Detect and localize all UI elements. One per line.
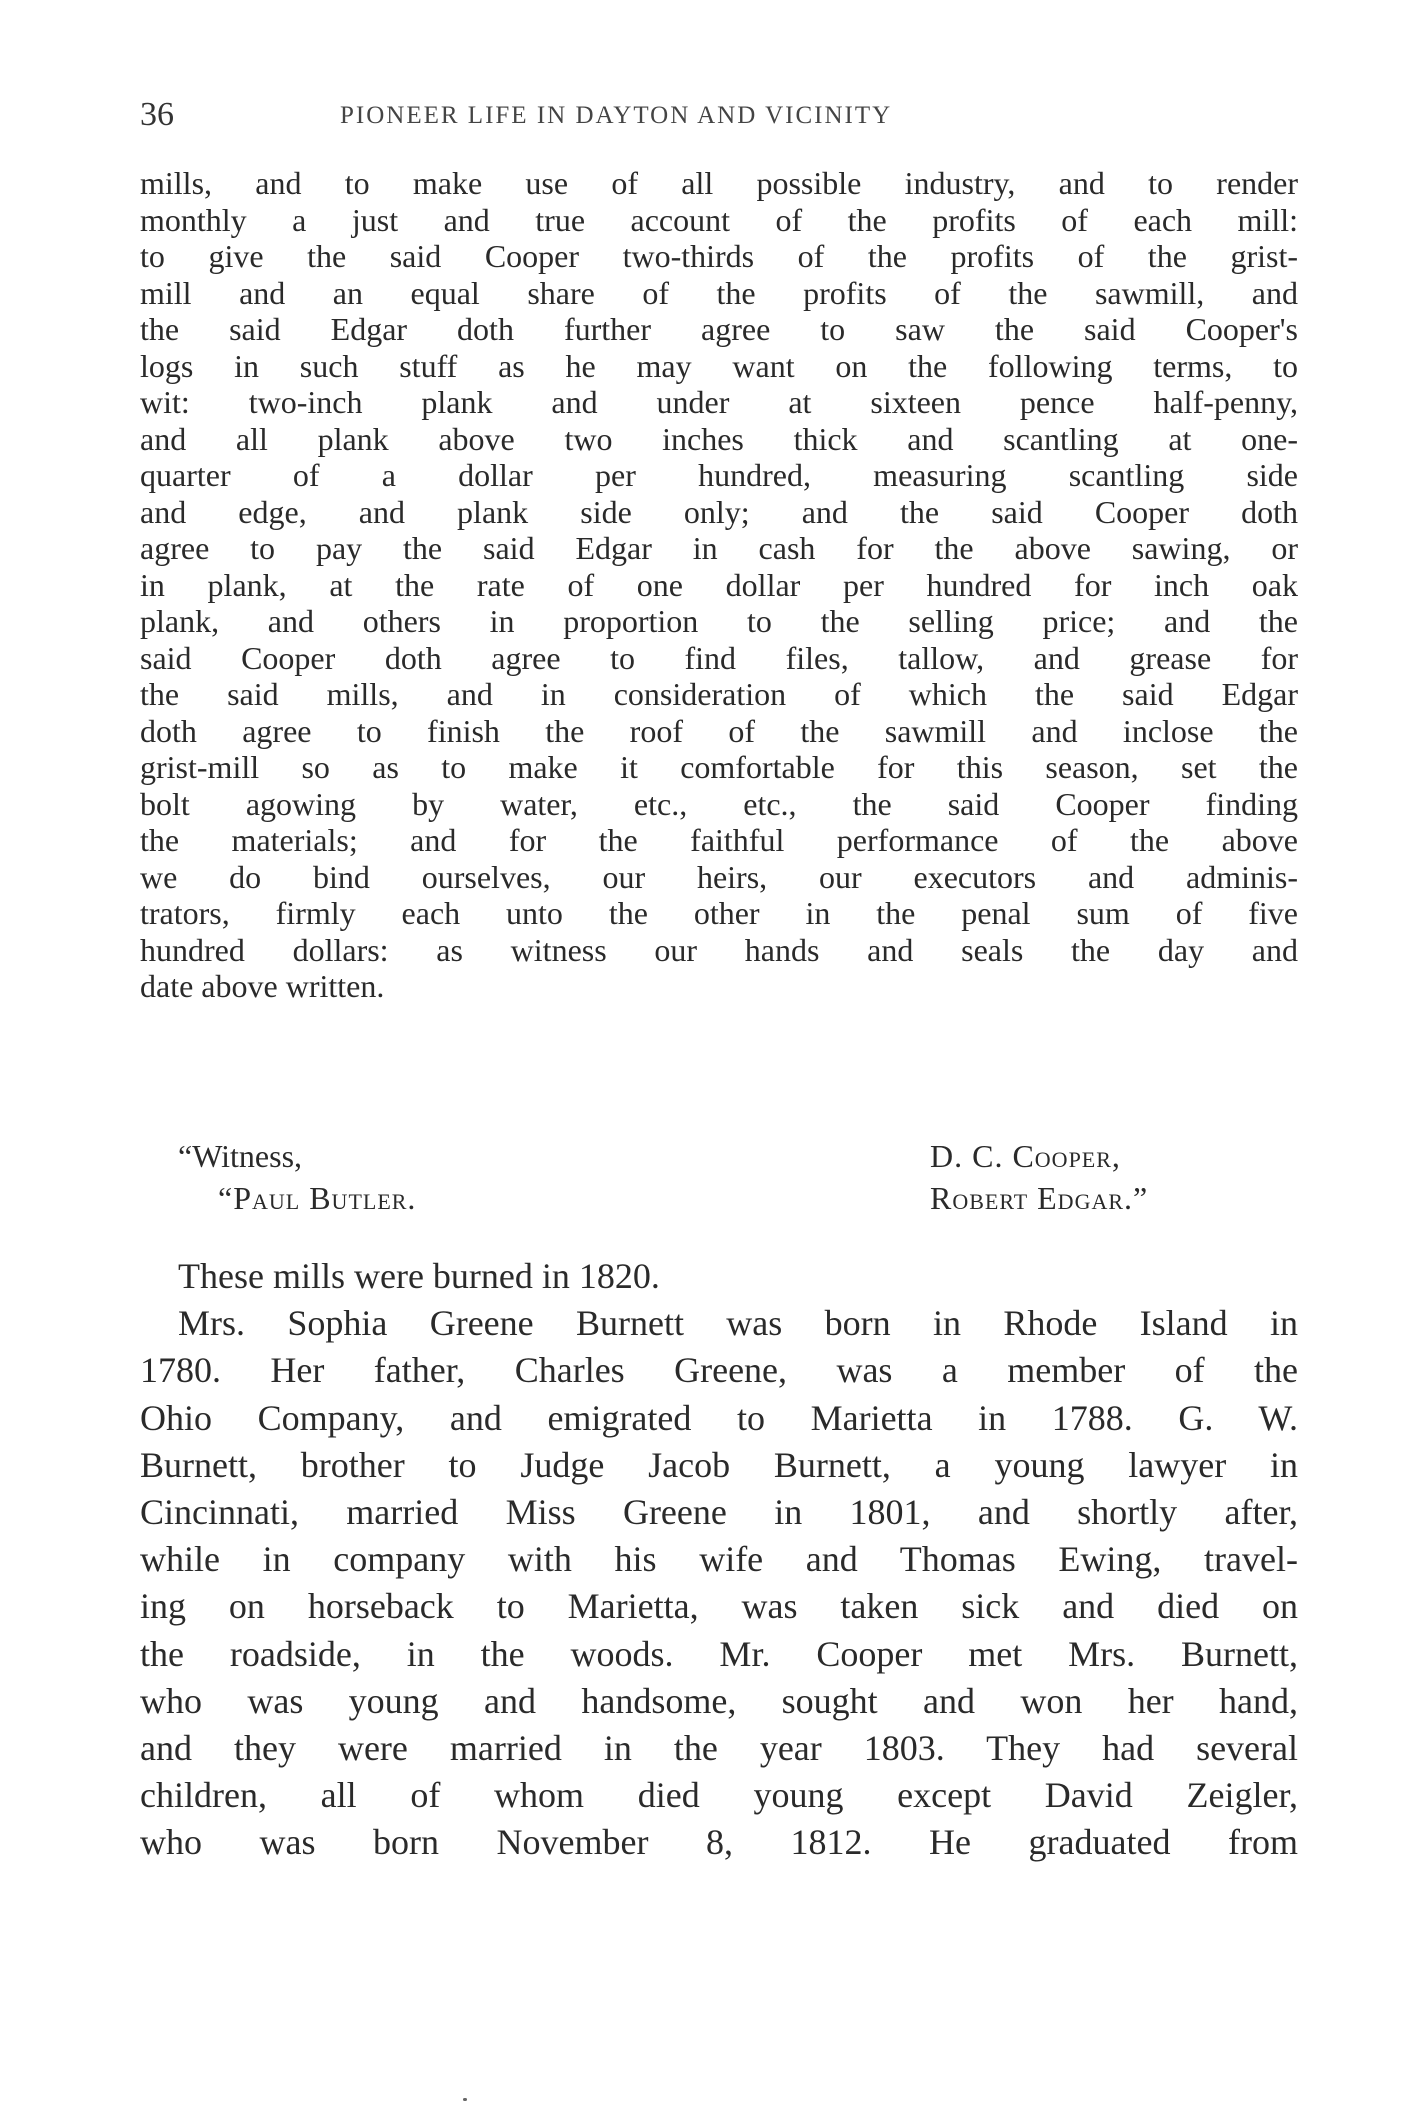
narrative-line: Mrs. Sophia Greene Burnett was born in Rhode Island in bbox=[178, 1303, 1298, 1344]
agreement-line: grist-mill so as to make it comfortable for this season, set the bbox=[140, 749, 1298, 785]
page-number: 36 bbox=[140, 96, 174, 133]
narrative-line: who was young and handsome, sought and won her hand, bbox=[140, 1680, 1298, 1721]
agreement-line: hundred dollars: as witness our hands and seals the day and bbox=[140, 931, 1298, 968]
signer-cooper: D. C. Cooper, bbox=[930, 1138, 1121, 1174]
print-speck bbox=[463, 2098, 467, 2101]
agreement-line: doth agree to finish the roof of the sawmill and inclose the bbox=[140, 712, 1298, 749]
narrative-line: Burnett, brother to Judge Jacob Burnett, a young lawyer in bbox=[140, 1444, 1298, 1485]
agreement-line: agree to pay the said Edgar in cash for the above sawing, or bbox=[140, 530, 1298, 566]
agreement-line: in plank, at the rate of one dollar per hundred for inch oak bbox=[140, 566, 1298, 603]
agreement-line: monthly a just and true account of the profits of each mill: bbox=[140, 201, 1298, 238]
agreement-line: date above written. bbox=[140, 968, 385, 1004]
running-head: PIONEER LIFE IN DAYTON AND VICINITY bbox=[340, 102, 893, 129]
agreement-line: quarter of a dollar per hundred, measuring scantling side bbox=[140, 457, 1298, 493]
narrative-line: while in company with his wife and Thomas Ewing, travel- bbox=[140, 1539, 1298, 1580]
agreement-line: plank, and others in proportion to the selling price; and the bbox=[140, 603, 1298, 639]
agreement-line: trators, firmly each unto the other in the penal sum of five bbox=[140, 895, 1298, 931]
agreement-line: logs in such stuff as he may want on the following terms, to bbox=[140, 347, 1298, 384]
agreement-line: the materials; and for the faithful performance of the above bbox=[140, 822, 1298, 858]
agreement-line: wit: two-inch plank and under at sixteen pence half-penny, bbox=[140, 384, 1298, 420]
agreement-line: the said mills, and in consideration of which the said Edgar bbox=[140, 676, 1298, 712]
narrative-line: children, all of whom died young except David Zeigler, bbox=[140, 1775, 1298, 1816]
witness-label: “Witness, bbox=[178, 1138, 303, 1174]
agreement-line: said Cooper doth agree to find files, tallow, and grease for bbox=[140, 639, 1298, 676]
narrative-line: 1780. Her father, Charles Greene, was a member of the bbox=[140, 1350, 1298, 1391]
narrative-line: who was born November 8, 1812. He graduated from bbox=[140, 1822, 1298, 1863]
agreement-line: mill and an equal share of the profits of the sawmill, and bbox=[140, 274, 1298, 311]
agreement-text bbox=[140, 165, 1298, 1005]
agreement-line: we do bind ourselves, our heirs, our executors and adminis- bbox=[140, 858, 1298, 895]
narrative-text bbox=[140, 1253, 1298, 1866]
narrative-line: the roadside, in the woods. Mr. Cooper met Mrs. Burnett, bbox=[140, 1633, 1298, 1674]
narrative-line: Cincinnati, married Miss Greene in 1801, and shortly after, bbox=[140, 1491, 1298, 1532]
agreement-line: mills, and to make use of all possible industry, and to render bbox=[140, 165, 1298, 201]
page-header bbox=[140, 96, 1300, 136]
agreement-line: the said Edgar doth further agree to saw the said Cooper's bbox=[140, 311, 1298, 347]
narrative-line: These mills were burned in 1820. bbox=[178, 1256, 660, 1296]
agreement-line: and all plank above two inches thick and scantling at one- bbox=[140, 420, 1298, 457]
agreement-line: to give the said Cooper two-thirds of the profits of the grist- bbox=[140, 238, 1298, 274]
witness-name: “Paul Butler. bbox=[218, 1180, 417, 1216]
narrative-line: and they were married in the year 1803. They had several bbox=[140, 1727, 1298, 1768]
narrative-line: ing on horseback to Marietta, was taken sick and died on bbox=[140, 1586, 1298, 1627]
agreement-line: bolt agowing by water, etc., etc., the said Cooper finding bbox=[140, 785, 1298, 822]
signer-edgar: Robert Edgar.” bbox=[930, 1180, 1149, 1216]
narrative-line: Ohio Company, and emigrated to Marietta in 1788. G. W. bbox=[140, 1397, 1298, 1438]
agreement-line: and edge, and plank side only; and the said Cooper doth bbox=[140, 493, 1298, 530]
